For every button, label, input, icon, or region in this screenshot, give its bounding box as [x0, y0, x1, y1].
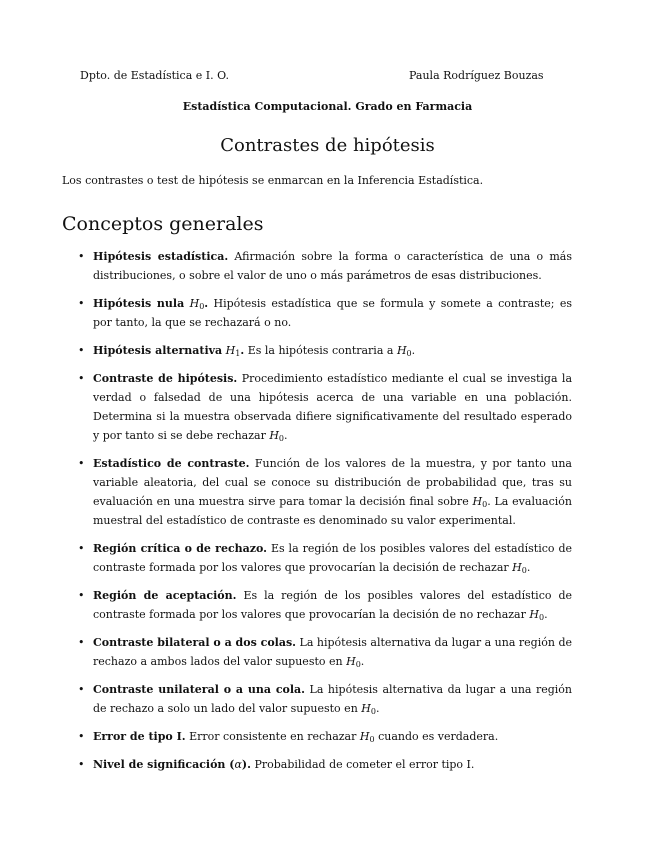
definition-item: [78, 727, 572, 746]
section-heading: Conceptos generales: [62, 213, 264, 235]
definition-text: Es la hipótesis contraria a: [247, 344, 394, 357]
definition-term: Estadístico de contraste.: [93, 457, 250, 470]
math-subscript: 0: [199, 302, 205, 311]
math-subscript: 0: [521, 566, 527, 575]
math-symbol: H: [359, 730, 370, 743]
author-label: Paula Rodríguez Bouzas: [409, 69, 544, 82]
definition-item: [78, 586, 572, 624]
definition-text: La hipótesis alternativa da lugar a una región de rechazo a solo un lado del valor supuesto en: [93, 683, 573, 715]
definition-term: Contraste de hipótesis.: [93, 372, 238, 385]
text-punct: .: [284, 429, 288, 442]
definition-item: [78, 369, 572, 445]
definition-term: Hipótesis estadística.: [93, 250, 229, 263]
definition-term: Contraste unilateral o a una cola.: [93, 683, 306, 696]
math-symbol: α: [234, 758, 242, 771]
math-symbol: H: [269, 429, 279, 442]
math-symbol: H: [472, 495, 483, 508]
definition-text: La hipótesis alternativa da lugar a una región de rechazo a ambos lados del valor supuesto en: [93, 636, 573, 668]
math-symbol: H: [512, 561, 522, 574]
math-subscript: 0: [278, 434, 285, 443]
math-symbol: H: [396, 344, 407, 357]
math-subscript: 1: [235, 349, 241, 358]
term-punct: ).: [241, 758, 251, 771]
math-subscript: 0: [538, 613, 545, 622]
definition-item: [78, 680, 572, 718]
definition-term: Contraste bilateral o a dos colas.: [93, 636, 296, 649]
definitions-list: [78, 247, 572, 783]
definition-text: Procedimiento estadístico mediante el cual se investiga la verdad o falsedad de una hipótesis acerca de una variable en una población. Determina si la muestra observada difiere significativamente del resultado esperado y por tanto si se debe rechazar: [93, 372, 573, 442]
math-subscript: 0: [482, 500, 488, 509]
math-subscript: 0: [406, 349, 412, 358]
definition-text-continued: . La evaluación muestral del estadístico de contraste es denominado su valor experimental.: [93, 495, 572, 527]
text-punct: .: [411, 344, 416, 357]
definition-item: [78, 341, 572, 360]
definition-item: [78, 294, 572, 332]
definition-text: Función de los valores de la muestra, y por tanto una variable aleatoria, del cual se conoce su distribución de probabilidad que, tras su evaluación en una muestra sirve para tomar la decisión final sobre: [93, 457, 572, 508]
definition-text: Probabilidad de cometer el error tipo I.: [254, 758, 475, 771]
definition-term: Nivel de significación (: [93, 758, 235, 771]
math-subscript: 0: [355, 660, 361, 669]
math-subscript: 0: [369, 735, 375, 744]
definition-term: Región crítica o de rechazo.: [93, 542, 268, 555]
definition-text: Es la región de los posibles valores del estadístico de contraste formada por los valores que provocarían la decisión de no rechazar: [93, 589, 573, 621]
definition-item: [78, 247, 572, 285]
math-symbol: H: [225, 344, 236, 357]
page-title: Contrastes de hipótesis: [220, 135, 435, 156]
definition-text: Error consistente en rechazar: [189, 730, 357, 743]
term-punct: .: [240, 344, 245, 357]
definition-term: Región de aceptación.: [93, 589, 237, 602]
definition-item: [78, 454, 572, 530]
definition-text: Hipótesis estadística que se formula y somete a contraste; es por tanto, la que se rechazará o no.: [93, 297, 573, 329]
course-title: Estadística Computacional. Grado en Farmacia: [182, 100, 473, 113]
math-symbol: H: [361, 702, 371, 715]
math-subscript: 0: [370, 707, 376, 716]
text-punct: .: [526, 561, 531, 574]
definition-text: Afirmación sobre la forma o característica de una o más distribuciones, o sobre el valor de uno o más parámetros de esas distribuciones.: [93, 250, 572, 282]
definition-item: [78, 755, 572, 774]
department-label: Dpto. de Estadística e I. O.: [80, 69, 229, 82]
text-punct: .: [375, 702, 380, 715]
text-punct: .: [544, 608, 548, 621]
definition-text: Es la región de los posibles valores del estadístico de contraste formada por los valores que provocarían la decisión de rechazar: [93, 542, 572, 574]
definition-item: [78, 539, 572, 577]
term-punct: .: [204, 297, 209, 310]
math-symbol: H: [346, 655, 356, 668]
definition-term: Error de tipo I.: [93, 730, 186, 743]
definition-item: [78, 633, 572, 671]
intro-paragraph: Los contrastes o test de hipótesis se enmarcan en la Inferencia Estadística.: [62, 174, 484, 187]
text-punct: .: [360, 655, 365, 668]
math-symbol: H: [529, 608, 539, 621]
definition-term: Hipótesis alternativa: [93, 344, 223, 357]
math-symbol: H: [189, 297, 200, 310]
definition-text-continued: cuando es verdadera.: [378, 730, 499, 743]
definition-term: Hipótesis nula: [93, 297, 185, 310]
